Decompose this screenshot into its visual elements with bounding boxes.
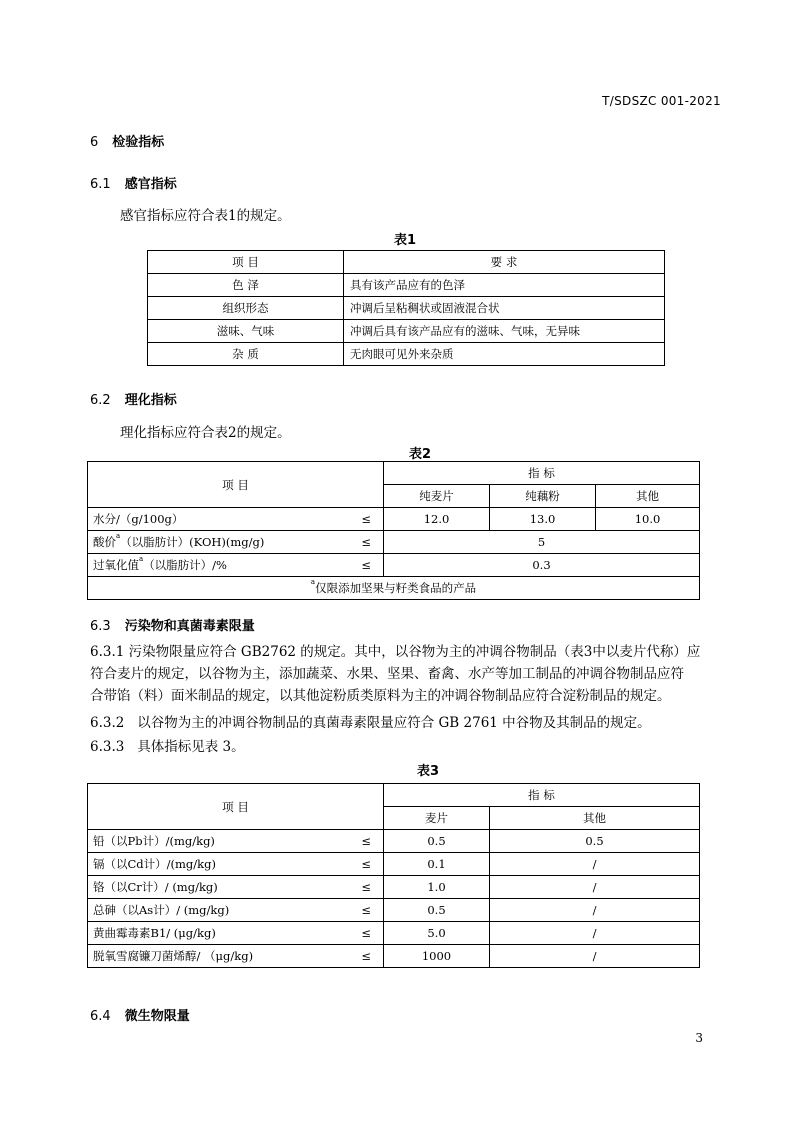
section-6-3-1-paragraph — [90, 641, 710, 707]
table-3 — [87, 783, 700, 968]
footnote-text: 仅限添加坚果与籽类食品的产品 — [315, 581, 477, 595]
table-row — [88, 508, 700, 531]
item-label-prefix: 酸价 — [93, 535, 116, 549]
table-row — [88, 876, 700, 899]
table-row — [88, 830, 700, 853]
subheader-cell: 纯藕粉 — [490, 485, 596, 508]
table-header-row — [148, 251, 665, 274]
value-cell: 12.0 — [384, 508, 490, 531]
table-row — [148, 297, 665, 320]
item-cell — [88, 876, 384, 899]
item-label: 黄曲霉毒素B1/ (μg/kg) — [93, 926, 216, 940]
item-cell: 色 泽 — [148, 274, 344, 297]
section-title: 微生物限量 — [124, 1009, 190, 1024]
merged-value-cell: 0.3 — [384, 554, 700, 577]
section-6-3-heading — [90, 615, 255, 634]
section-6-1-text: 感官指标应符合表1的规定。 — [120, 208, 291, 224]
item-label-prefix: 过氧化值 — [93, 558, 139, 572]
le-symbol: ≤ — [361, 834, 371, 848]
item-cell — [88, 531, 384, 554]
section-6-3-2-paragraph: 6.3.2 以谷物为主的冲调谷物制品的真菌毒素限量应符合 GB 2761 中谷物及其制品的规定。 — [90, 715, 651, 731]
section-title: 污染物和真菌毒素限量 — [124, 619, 255, 634]
item-label: 总砷（以As计）/ (mg/kg) — [93, 903, 230, 917]
item-cell — [88, 830, 384, 853]
footnote-marker: a — [310, 578, 316, 586]
paragraph-line: 符合麦片的规定，以谷物为主，添加蔬菜、水果、坚果、畜禽、水产等加工制品的冲调谷物制品应符 — [90, 666, 684, 682]
item-label: 水分/（g/100g） — [93, 512, 184, 526]
table-row — [148, 274, 665, 297]
item-label: 脱氧雪腐镰刀菌烯醇/ （μg/kg) — [93, 949, 254, 963]
table-row — [88, 531, 700, 554]
item-cell — [88, 899, 384, 922]
value-cell: / — [490, 945, 700, 968]
item-label-suffix: （以脂肪计）(KOH)(mg/g) — [120, 535, 265, 549]
section-title: 感官指标 — [124, 177, 177, 192]
value-cell: / — [490, 853, 700, 876]
item-cell — [88, 922, 384, 945]
value-cell: 13.0 — [490, 508, 596, 531]
section-6-heading — [90, 131, 164, 150]
le-symbol: ≤ — [361, 926, 371, 940]
subheader-cell: 其他 — [596, 485, 700, 508]
header-cell: 项 目 — [148, 251, 344, 274]
table-row — [88, 899, 700, 922]
section-number: 6.4 — [90, 1009, 111, 1024]
section-6-3-3-paragraph: 6.3.3 具体指标见表 3。 — [90, 739, 245, 755]
section-6-2-text: 理化指标应符合表2的规定。 — [120, 425, 291, 441]
value-cell: 0.5 — [490, 830, 700, 853]
item-label: 铬（以Cr计）/ (mg/kg) — [93, 880, 218, 894]
value-cell: 1.0 — [384, 876, 490, 899]
header-cell: 要 求 — [344, 251, 665, 274]
section-number: 6.3 — [90, 619, 111, 634]
paragraph-line: 6.3.1 污染物限量应符合 GB2762 的规定。其中，以谷物为主的冲调谷物制品（表3中以麦片代称）应 — [90, 644, 701, 660]
item-cell: 组织形态 — [148, 297, 344, 320]
value-cell: / — [490, 922, 700, 945]
table-2 — [87, 461, 700, 600]
item-cell — [88, 853, 384, 876]
value-cell: 10.0 — [596, 508, 700, 531]
item-cell — [88, 508, 384, 531]
table-1 — [147, 250, 665, 366]
table-footnote-row — [88, 577, 700, 600]
item-cell — [88, 945, 384, 968]
footnote-marker: a — [116, 532, 121, 540]
subheader-cell: 纯麦片 — [384, 485, 490, 508]
requirement-cell: 具有该产品应有的色泽 — [344, 274, 665, 297]
value-cell: 5.0 — [384, 922, 490, 945]
page-number: 3 — [695, 1031, 703, 1045]
subheader-cell: 其他 — [490, 807, 700, 830]
le-symbol: ≤ — [361, 535, 371, 549]
section-number: 6 — [90, 135, 99, 150]
table-3-caption: 表3 — [416, 764, 440, 779]
section-title: 理化指标 — [124, 393, 177, 408]
table-1-caption: 表1 — [393, 233, 417, 248]
standard-code: T/SDSZC 001-2021 — [602, 94, 721, 108]
requirement-cell: 无肉眼可见外来杂质 — [344, 343, 665, 366]
item-header-cell: 项 目 — [88, 462, 384, 508]
section-number: 6.1 — [90, 177, 111, 192]
table-row — [88, 945, 700, 968]
footnote-cell — [88, 577, 700, 600]
index-header-cell: 指 标 — [384, 462, 700, 485]
index-header-cell: 指 标 — [384, 784, 700, 807]
table-row — [88, 922, 700, 945]
section-6-1-heading — [90, 173, 177, 192]
requirement-cell: 冲调后具有该产品应有的滋味、气味，无异味 — [344, 320, 665, 343]
section-number: 6.2 — [90, 393, 111, 408]
item-label: 镉（以Cd计）/(mg/kg) — [93, 857, 216, 871]
section-title: 检验指标 — [112, 135, 165, 150]
le-symbol: ≤ — [361, 512, 371, 526]
item-label: 铅（以Pb计）/(mg/kg) — [93, 834, 215, 848]
item-cell: 杂 质 — [148, 343, 344, 366]
item-cell: 滋味、气味 — [148, 320, 344, 343]
le-symbol: ≤ — [361, 880, 371, 894]
value-cell: 0.1 — [384, 853, 490, 876]
merged-value-cell: 5 — [384, 531, 700, 554]
le-symbol: ≤ — [361, 949, 371, 963]
table-row — [88, 554, 700, 577]
value-cell: 0.5 — [384, 830, 490, 853]
table-row — [88, 853, 700, 876]
requirement-cell: 冲调后呈粘稠状或固液混合状 — [344, 297, 665, 320]
le-symbol: ≤ — [361, 903, 371, 917]
section-6-4-heading — [90, 1005, 190, 1024]
table-row — [148, 343, 665, 366]
table-2-caption: 表2 — [408, 447, 432, 462]
section-6-2-heading — [90, 389, 177, 408]
item-header-cell: 项 目 — [88, 784, 384, 830]
table-header-row — [88, 784, 700, 807]
le-symbol: ≤ — [361, 857, 371, 871]
value-cell: / — [490, 876, 700, 899]
subheader-cell: 麦片 — [384, 807, 490, 830]
table-header-row — [88, 462, 700, 485]
item-cell — [88, 554, 384, 577]
footnote-marker: a — [139, 555, 144, 563]
paragraph-line: 合带馅（料）面米制品的规定，以其他淀粉质类原料为主的冲调谷物制品应符合淀粉制品的规定。 — [90, 688, 671, 704]
item-label-suffix: （以脂肪计）/% — [143, 558, 227, 572]
value-cell: 1000 — [384, 945, 490, 968]
table-row — [148, 320, 665, 343]
le-symbol: ≤ — [361, 558, 371, 572]
value-cell: 0.5 — [384, 899, 490, 922]
value-cell: / — [490, 899, 700, 922]
